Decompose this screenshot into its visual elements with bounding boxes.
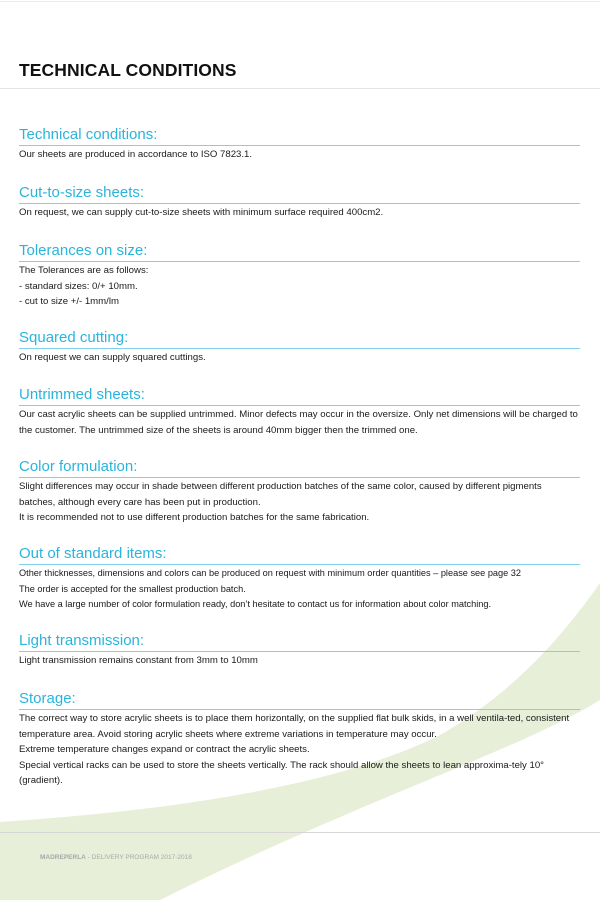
section-heading: Out of standard items: bbox=[19, 545, 580, 565]
section-heading: Squared cutting: bbox=[19, 329, 580, 349]
section-cut-to-size bbox=[19, 184, 580, 221]
section-technical-conditions bbox=[19, 126, 580, 163]
footer-brand: MADREPERLA bbox=[40, 854, 86, 861]
section-text: The correct way to store acrylic sheets is to place them horizontally, on the supplied flat bulk skids, in a well ventila-ted, consistent temperature area. Avoid storing acrylic sheets where extreme variations in temperature may occur. bbox=[19, 713, 570, 740]
section-heading: Light transmission: bbox=[19, 632, 580, 652]
section-heading: Untrimmed sheets: bbox=[19, 386, 580, 406]
section-text: Extreme temperature changes expand or contract the acrylic sheets. bbox=[19, 744, 310, 755]
section-untrimmed-sheets bbox=[19, 386, 580, 438]
section-color-formulation bbox=[19, 458, 580, 526]
section-heading: Cut-to-size sheets: bbox=[19, 184, 580, 204]
section-text: - standard sizes: 0/+ 10mm. bbox=[19, 280, 138, 292]
section-heading: Color formulation: bbox=[19, 458, 580, 478]
section-text: The Tolerances are as follows: bbox=[19, 265, 149, 276]
section-text: Our sheets are produced in accordance to ISO 7823.1. bbox=[19, 149, 253, 160]
footer bbox=[40, 854, 192, 861]
page-title: TECHNICAL CONDITIONS bbox=[19, 60, 237, 80]
title-divider bbox=[0, 88, 600, 89]
section-storage bbox=[19, 690, 580, 789]
section-text: We have a large number of color formulation ready, don’t hesitate to contact us for information about color matching. bbox=[19, 599, 492, 609]
section-heading: Technical conditions: bbox=[19, 126, 580, 146]
section-heading: Storage: bbox=[19, 690, 580, 710]
section-text: Slight differences may occur in shade between different production batches of the same color, caused by different pigments batches, although every care has been put in production. bbox=[19, 481, 542, 508]
section-tolerances bbox=[19, 242, 580, 310]
section-text: The order is accepted for the smallest production batch. bbox=[19, 583, 246, 594]
footer-divider bbox=[0, 832, 600, 833]
section-text: Special vertical racks can be used to store the sheets vertically. The rack should allow the sheets to lean approxima-tely 10° (gradient). bbox=[19, 759, 545, 786]
section-out-of-standard bbox=[19, 545, 580, 613]
footer-text: - DELIVERY PROGRAM 2017-2018 bbox=[85, 854, 192, 861]
section-text: - cut to size +/- 1mm/lm bbox=[19, 296, 119, 307]
section-text: Light transmission remains constant from 3mm to 10mm bbox=[19, 655, 258, 666]
section-text: It is recommended not to use different production batches for the same fabrication. bbox=[19, 512, 370, 523]
section-text: Other thicknesses, dimensions and colors can be produced on request with minimum order quantities – please see page 32 bbox=[19, 568, 522, 578]
section-text: On request, we can supply cut-to-size sheets with minimum surface required 400cm2. bbox=[19, 207, 384, 218]
section-text: Our cast acrylic sheets can be supplied untrimmed. Minor defects may occur in the oversize. Only net dimensions will be charged to the customer. The untrimmed size of the sheets is around 40mm bigger then the trimmed one. bbox=[19, 409, 578, 436]
section-text: On request we can supply squared cuttings. bbox=[19, 352, 206, 363]
section-squared-cutting bbox=[19, 329, 580, 366]
section-heading: Tolerances on size: bbox=[19, 242, 580, 262]
section-light-transmission bbox=[19, 632, 580, 669]
